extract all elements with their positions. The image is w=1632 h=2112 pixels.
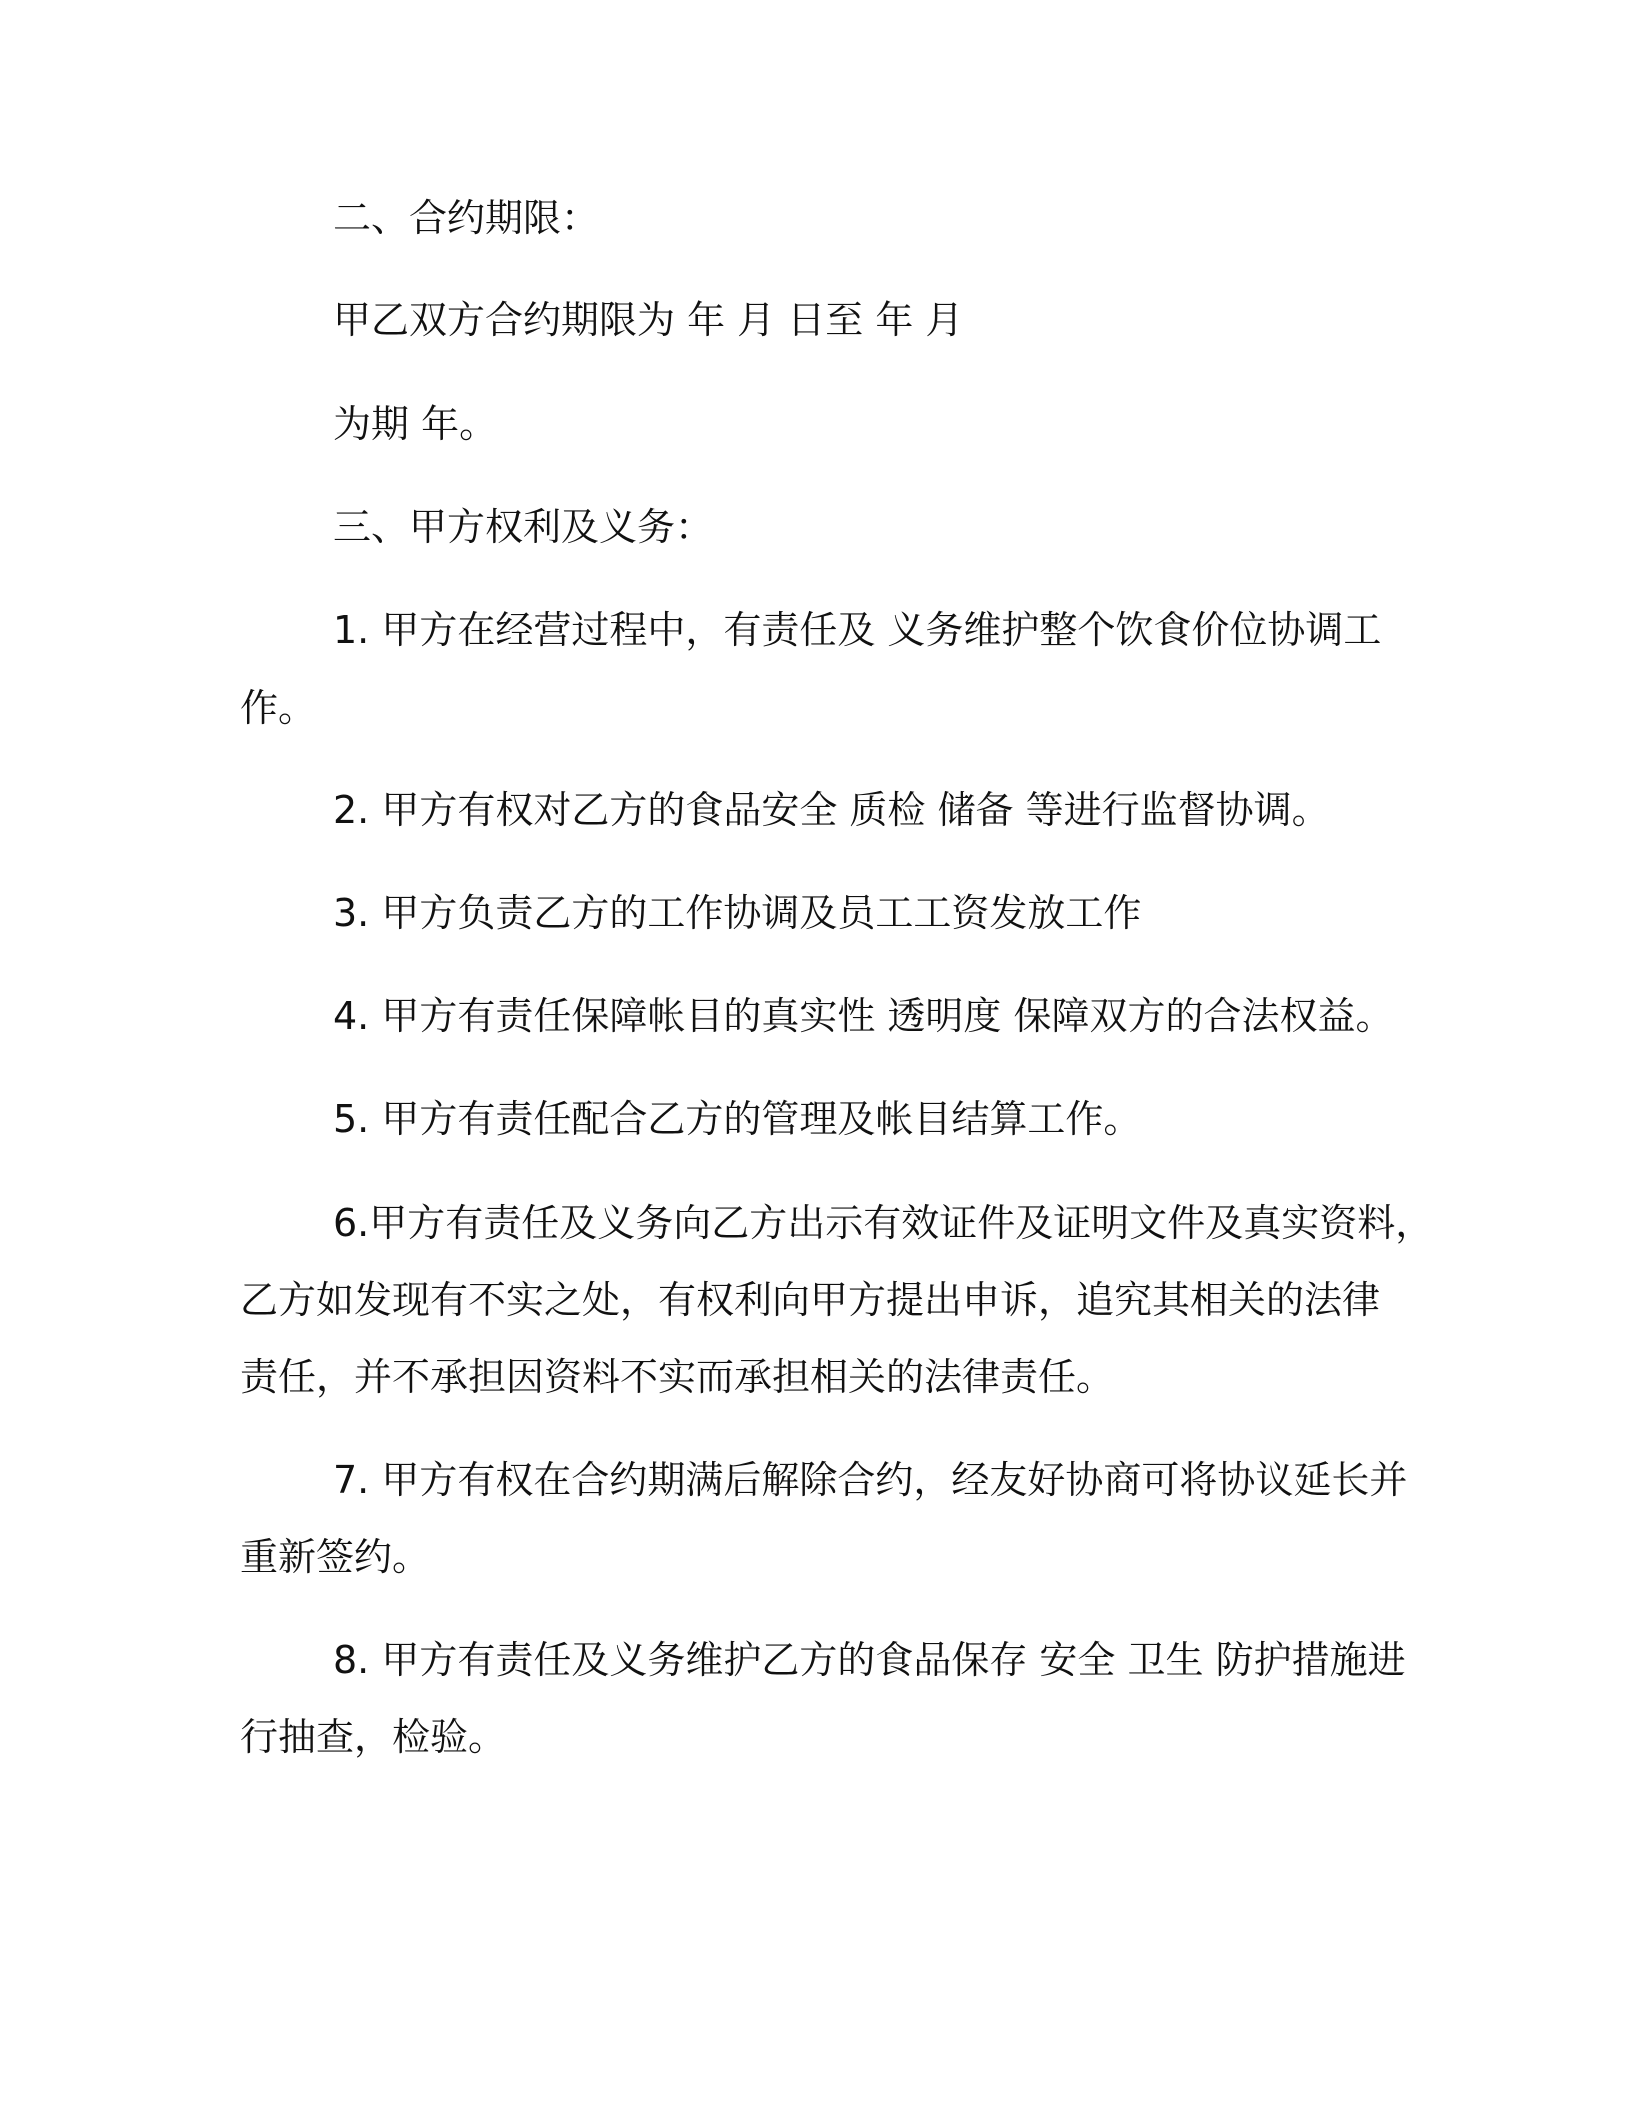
list-item-8: 8. 甲方有责任及义务维护乙方的食品保存 安全 卫生 防护措施进: [333, 1638, 1406, 1682]
section-heading-party-a: 三、甲方权利及义务：: [333, 505, 714, 549]
list-item-8-continued: 行抽查，检验。: [240, 1715, 507, 1759]
list-item-1: 1. 甲方在经营过程中，有责任及 义务维护整个饮食价位协调工: [333, 608, 1382, 652]
list-item-4: 4. 甲方有责任保障帐目的真实性 透明度 保障双方的合法权益。: [333, 994, 1394, 1038]
list-item-2: 2. 甲方有权对乙方的食品安全 质检 储备 等进行监督协调。: [333, 788, 1330, 832]
list-item-6: 6.甲方有责任及义务向乙方出示有效证件及证明文件及真实资料，: [333, 1201, 1434, 1245]
list-item-5: 5. 甲方有责任配合乙方的管理及帐目结算工作。: [333, 1097, 1142, 1141]
paragraph-line: 甲乙双方合约期限为 年 月 日至 年 月: [333, 298, 964, 342]
list-item-6-continued: 责任，并不承担因资料不实而承担相关的法律责任。: [240, 1355, 1115, 1399]
section-heading-term: 二、合约期限：: [333, 196, 600, 240]
paragraph-line: 为期 年。: [333, 402, 498, 446]
list-item-6-continued: 乙方如发现有不实之处，有权利向甲方提出申诉，追究其相关的法律: [240, 1278, 1381, 1322]
list-item-7-continued: 重新签约。: [240, 1535, 431, 1579]
list-item-1-continued: 作。: [240, 686, 317, 730]
list-item-3: 3. 甲方负责乙方的工作协调及员工工资发放工作: [333, 891, 1142, 935]
list-item-7: 7. 甲方有权在合约期满后解除合约，经友好协商可将协议延长并: [333, 1458, 1408, 1502]
